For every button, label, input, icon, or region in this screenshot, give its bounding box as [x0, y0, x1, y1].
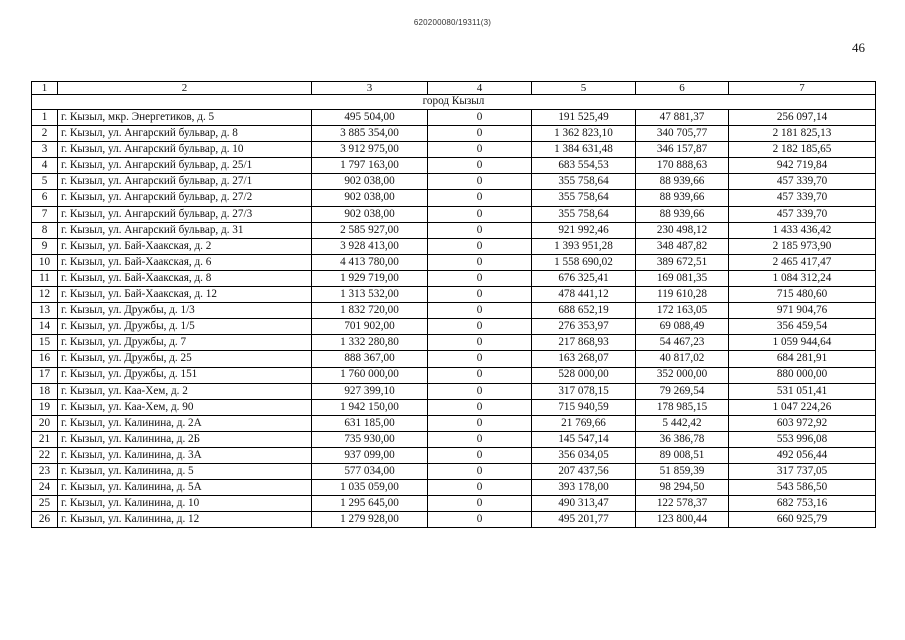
col5-value: 495 201,77: [532, 512, 636, 528]
total-cost: 1 832 720,00: [312, 303, 428, 319]
col4-value: 0: [428, 496, 532, 512]
col5-value: 1 362 823,10: [532, 126, 636, 142]
address: г. Кызыл, ул. Бай-Хаакская, д. 2: [58, 238, 312, 254]
row-number: 24: [32, 480, 58, 496]
col4-value: 0: [428, 464, 532, 480]
col7-value: 2 181 825,13: [729, 126, 876, 142]
col4-value: 0: [428, 206, 532, 222]
col5-value: 355 758,64: [532, 174, 636, 190]
col4-value: 0: [428, 431, 532, 447]
col4-value: 0: [428, 415, 532, 431]
col6-value: 389 672,51: [636, 254, 729, 270]
col4-value: 0: [428, 480, 532, 496]
table-row: [32, 496, 876, 512]
col4-value: 0: [428, 222, 532, 238]
address: г. Кызыл, ул. Дружбы, д. 151: [58, 367, 312, 383]
col6-value: 178 985,15: [636, 399, 729, 415]
table-row: [32, 142, 876, 158]
col7-value: 457 339,70: [729, 190, 876, 206]
data-table: [31, 81, 876, 528]
address: г. Кызыл, ул. Ангарский бульвар, д. 27/2: [58, 190, 312, 206]
col5-value: 676 325,41: [532, 270, 636, 286]
col4-value: 0: [428, 158, 532, 174]
total-cost: 1 929 719,00: [312, 270, 428, 286]
col5-value: 191 525,49: [532, 110, 636, 126]
row-number: 26: [32, 512, 58, 528]
col5-value: 921 992,46: [532, 222, 636, 238]
total-cost: 631 185,00: [312, 415, 428, 431]
row-number: 13: [32, 303, 58, 319]
col5-value: 490 313,47: [532, 496, 636, 512]
col4-value: 0: [428, 254, 532, 270]
total-cost: 1 295 645,00: [312, 496, 428, 512]
table-row: [32, 190, 876, 206]
row-number: 8: [32, 222, 58, 238]
col6-value: 51 859,39: [636, 464, 729, 480]
col7-value: 715 480,60: [729, 287, 876, 303]
col6-value: 88 939,66: [636, 174, 729, 190]
table-row: [32, 222, 876, 238]
col5-value: 1 558 690,02: [532, 254, 636, 270]
col5-value: 355 758,64: [532, 190, 636, 206]
table-row: [32, 206, 876, 222]
table-row: [32, 447, 876, 463]
address: г. Кызыл, ул. Калинина, д. 10: [58, 496, 312, 512]
col6-value: 79 269,54: [636, 383, 729, 399]
table-row: [32, 270, 876, 286]
address: г. Кызыл, ул. Ангарский бульвар, д. 27/3: [58, 206, 312, 222]
col6-value: 54 467,23: [636, 335, 729, 351]
column-number: 3: [312, 82, 428, 95]
table-row: [32, 415, 876, 431]
col6-value: 170 888,63: [636, 158, 729, 174]
col6-value: 122 578,37: [636, 496, 729, 512]
col5-value: 276 353,97: [532, 319, 636, 335]
col7-value: 256 097,14: [729, 110, 876, 126]
col4-value: 0: [428, 174, 532, 190]
total-cost: 1 035 059,00: [312, 480, 428, 496]
col4-value: 0: [428, 512, 532, 528]
col7-value: 492 056,44: [729, 447, 876, 463]
col5-value: 688 652,19: [532, 303, 636, 319]
table-row: [32, 287, 876, 303]
col5-value: 478 441,12: [532, 287, 636, 303]
total-cost: 902 038,00: [312, 190, 428, 206]
col4-value: 0: [428, 270, 532, 286]
col5-value: 145 547,14: [532, 431, 636, 447]
col6-value: 5 442,42: [636, 415, 729, 431]
row-number: 5: [32, 174, 58, 190]
table-row: [32, 367, 876, 383]
total-cost: 927 399,10: [312, 383, 428, 399]
row-number: 21: [32, 431, 58, 447]
col7-value: 1 059 944,64: [729, 335, 876, 351]
col4-value: 0: [428, 303, 532, 319]
total-cost: 902 038,00: [312, 206, 428, 222]
total-cost: 1 279 928,00: [312, 512, 428, 528]
total-cost: 495 504,00: [312, 110, 428, 126]
column-number: 7: [729, 82, 876, 95]
col7-value: 553 996,08: [729, 431, 876, 447]
col5-value: 683 554,53: [532, 158, 636, 174]
col7-value: 1 433 436,42: [729, 222, 876, 238]
col5-value: 528 000,00: [532, 367, 636, 383]
total-cost: 902 038,00: [312, 174, 428, 190]
col4-value: 0: [428, 238, 532, 254]
table-row: [32, 126, 876, 142]
address: г. Кызыл, ул. Калинина, д. 5А: [58, 480, 312, 496]
table-row: [32, 238, 876, 254]
col5-value: 355 758,64: [532, 206, 636, 222]
col6-value: 69 088,49: [636, 319, 729, 335]
total-cost: 701 902,00: [312, 319, 428, 335]
table-row: [32, 512, 876, 528]
col5-value: 356 034,05: [532, 447, 636, 463]
col4-value: 0: [428, 142, 532, 158]
col4-value: 0: [428, 383, 532, 399]
table-row: [32, 351, 876, 367]
col5-value: 1 393 951,28: [532, 238, 636, 254]
col4-value: 0: [428, 110, 532, 126]
address: г. Кызыл, мкр. Энергетиков, д. 5: [58, 110, 312, 126]
address: г. Кызыл, ул. Каа-Хем, д. 2: [58, 383, 312, 399]
table-row: [32, 174, 876, 190]
address: г. Кызыл, ул. Каа-Хем, д. 90: [58, 399, 312, 415]
row-number: 1: [32, 110, 58, 126]
col6-value: 123 800,44: [636, 512, 729, 528]
address: г. Кызыл, ул. Калинина, д. 12: [58, 512, 312, 528]
col7-value: 660 925,79: [729, 512, 876, 528]
address: г. Кызыл, ул. Бай-Хаакская, д. 6: [58, 254, 312, 270]
total-cost: 3 912 975,00: [312, 142, 428, 158]
address: г. Кызыл, ул. Калинина, д. 2А: [58, 415, 312, 431]
col7-value: 543 586,50: [729, 480, 876, 496]
address: г. Кызыл, ул. Калинина, д. 2Б: [58, 431, 312, 447]
total-cost: 4 413 780,00: [312, 254, 428, 270]
col7-value: 682 753,16: [729, 496, 876, 512]
total-cost: 1 313 532,00: [312, 287, 428, 303]
address: г. Кызыл, ул. Калинина, д. 5: [58, 464, 312, 480]
address: г. Кызыл, ул. Калинина, д. 3А: [58, 447, 312, 463]
column-number: 6: [636, 82, 729, 95]
total-cost: 3 885 354,00: [312, 126, 428, 142]
row-number: 20: [32, 415, 58, 431]
table-row: [32, 383, 876, 399]
col4-value: 0: [428, 351, 532, 367]
col4-value: 0: [428, 126, 532, 142]
address: г. Кызыл, ул. Ангарский бульвар, д. 8: [58, 126, 312, 142]
total-cost: 1 332 280,80: [312, 335, 428, 351]
address: г. Кызыл, ул. Ангарский бульвар, д. 27/1: [58, 174, 312, 190]
row-number: 9: [32, 238, 58, 254]
address: г. Кызыл, ул. Бай-Хаакская, д. 8: [58, 270, 312, 286]
row-number: 16: [32, 351, 58, 367]
col7-value: 531 051,41: [729, 383, 876, 399]
address: г. Кызыл, ул. Ангарский бульвар, д. 31: [58, 222, 312, 238]
col7-value: 942 719,84: [729, 158, 876, 174]
table-row: [32, 399, 876, 415]
row-number: 17: [32, 367, 58, 383]
col6-value: 36 386,78: [636, 431, 729, 447]
address: г. Кызыл, ул. Ангарский бульвар, д. 10: [58, 142, 312, 158]
col4-value: 0: [428, 447, 532, 463]
table-row: [32, 110, 876, 126]
row-number: 14: [32, 319, 58, 335]
col7-value: 971 904,76: [729, 303, 876, 319]
total-cost: 577 034,00: [312, 464, 428, 480]
table-row: [32, 303, 876, 319]
address: г. Кызыл, ул. Бай-Хаакская, д. 12: [58, 287, 312, 303]
address: г. Кызыл, ул. Дружбы, д. 1/5: [58, 319, 312, 335]
total-cost: 1 797 163,00: [312, 158, 428, 174]
row-number: 12: [32, 287, 58, 303]
col6-value: 348 487,82: [636, 238, 729, 254]
table-row: [32, 480, 876, 496]
table-row: [32, 319, 876, 335]
col7-value: 457 339,70: [729, 174, 876, 190]
total-cost: 2 585 927,00: [312, 222, 428, 238]
col5-value: 21 769,66: [532, 415, 636, 431]
col5-value: 393 178,00: [532, 480, 636, 496]
row-number: 10: [32, 254, 58, 270]
col6-value: 88 939,66: [636, 206, 729, 222]
address: г. Кызыл, ул. Дружбы, д. 1/3: [58, 303, 312, 319]
col6-value: 40 817,02: [636, 351, 729, 367]
total-cost: 937 099,00: [312, 447, 428, 463]
column-number: 5: [532, 82, 636, 95]
column-number-row: [32, 82, 876, 95]
row-number: 3: [32, 142, 58, 158]
row-number: 15: [32, 335, 58, 351]
col4-value: 0: [428, 319, 532, 335]
col6-value: 88 939,66: [636, 190, 729, 206]
col7-value: 1 084 312,24: [729, 270, 876, 286]
col5-value: 217 868,93: [532, 335, 636, 351]
page-number: 46: [852, 40, 865, 55]
total-cost: 1 760 000,00: [312, 367, 428, 383]
col5-value: 207 437,56: [532, 464, 636, 480]
row-number: 6: [32, 190, 58, 206]
row-number: 22: [32, 447, 58, 463]
table-row: [32, 158, 876, 174]
col6-value: 230 498,12: [636, 222, 729, 238]
total-cost: 3 928 413,00: [312, 238, 428, 254]
table-row: [32, 431, 876, 447]
address: г. Кызыл, ул. Ангарский бульвар, д. 25/1: [58, 158, 312, 174]
document-id: 620200080/19311(3): [413, 18, 492, 27]
table-row: [32, 464, 876, 480]
row-number: 11: [32, 270, 58, 286]
col5-value: 1 384 631,48: [532, 142, 636, 158]
col6-value: 89 008,51: [636, 447, 729, 463]
row-number: 4: [32, 158, 58, 174]
total-cost: 888 367,00: [312, 351, 428, 367]
col7-value: 603 972,92: [729, 415, 876, 431]
address: г. Кызыл, ул. Дружбы, д. 7: [58, 335, 312, 351]
row-number: 25: [32, 496, 58, 512]
col5-value: 317 078,15: [532, 383, 636, 399]
table-row: [32, 335, 876, 351]
row-number: 19: [32, 399, 58, 415]
table-row: [32, 254, 876, 270]
col5-value: 715 940,59: [532, 399, 636, 415]
total-cost: 735 930,00: [312, 431, 428, 447]
column-number: 1: [32, 82, 58, 95]
col6-value: 47 881,37: [636, 110, 729, 126]
section-row: [32, 95, 876, 110]
col6-value: 352 000,00: [636, 367, 729, 383]
col5-value: 163 268,07: [532, 351, 636, 367]
col6-value: 340 705,77: [636, 126, 729, 142]
column-number: 4: [428, 82, 532, 95]
col6-value: 172 163,05: [636, 303, 729, 319]
col7-value: 2 182 185,65: [729, 142, 876, 158]
col6-value: 169 081,35: [636, 270, 729, 286]
column-number: 2: [58, 82, 312, 95]
row-number: 7: [32, 206, 58, 222]
col7-value: 880 000,00: [729, 367, 876, 383]
col6-value: 119 610,28: [636, 287, 729, 303]
row-number: 18: [32, 383, 58, 399]
col7-value: 317 737,05: [729, 464, 876, 480]
col7-value: 457 339,70: [729, 206, 876, 222]
col7-value: 684 281,91: [729, 351, 876, 367]
row-number: 23: [32, 464, 58, 480]
total-cost: 1 942 150,00: [312, 399, 428, 415]
col7-value: 356 459,54: [729, 319, 876, 335]
col7-value: 2 185 973,90: [729, 238, 876, 254]
col4-value: 0: [428, 367, 532, 383]
col4-value: 0: [428, 287, 532, 303]
col7-value: 2 465 417,47: [729, 254, 876, 270]
col6-value: 98 294,50: [636, 480, 729, 496]
address: г. Кызыл, ул. Дружбы, д. 25: [58, 351, 312, 367]
col6-value: 346 157,87: [636, 142, 729, 158]
col4-value: 0: [428, 399, 532, 415]
col4-value: 0: [428, 190, 532, 206]
section-title: город Кызыл: [32, 95, 876, 110]
col4-value: 0: [428, 335, 532, 351]
col7-value: 1 047 224,26: [729, 399, 876, 415]
row-number: 2: [32, 126, 58, 142]
